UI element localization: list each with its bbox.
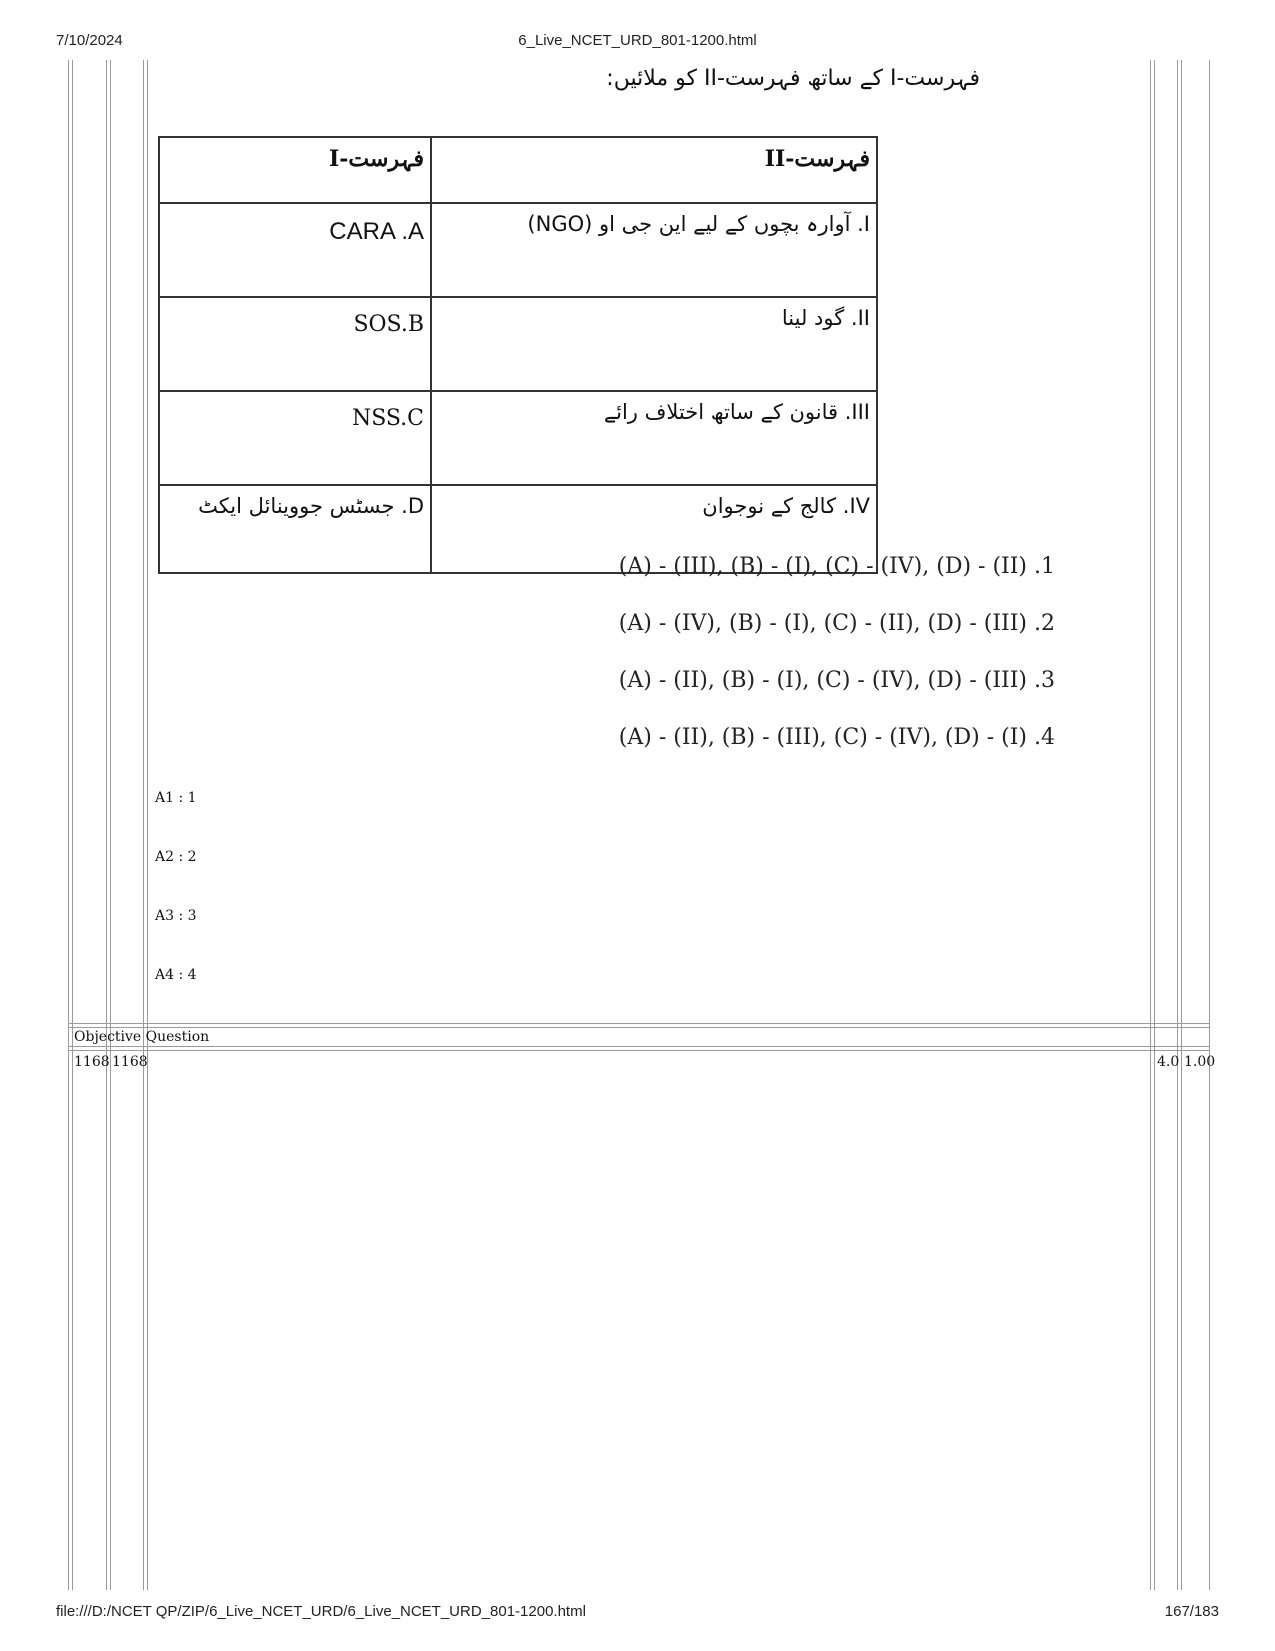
question-marks: 4.0 [1157, 1054, 1180, 1070]
table-row [159, 297, 877, 391]
table-row [159, 203, 877, 297]
list1-cell: SOS.B [159, 297, 431, 391]
print-date: 7/10/2024 [56, 32, 123, 49]
list1-cell: NSS.C [159, 391, 431, 485]
answer-2: A2 : 2 [155, 849, 197, 865]
question-type-label: Objective Question [74, 1029, 210, 1045]
list1-header: فہرست-I [159, 137, 431, 203]
page-number: 167/183 [1164, 1603, 1219, 1620]
question-id: 1168 [112, 1054, 148, 1070]
table-row [159, 391, 877, 485]
list2-cell: III. قانون کے ساتھ اختلاف رائے [431, 391, 877, 485]
option-3: (A) - (II), (B) - (I), (C) - (IV), (D) - (III) .3 [618, 668, 1055, 693]
question-serial: 1168 [74, 1054, 110, 1070]
list1-cell: CARA .A [159, 203, 431, 297]
file-path: file:///D:/NCET QP/ZIP/6_Live_NCET_URD/6_Live_NCET_URD_801-1200.html [56, 1603, 586, 1620]
answer-4: A4 : 4 [155, 967, 197, 983]
list1-cell: D. جسٹس جووینائل ایکٹ [159, 485, 431, 573]
match-table [158, 136, 878, 574]
options-list [619, 552, 1055, 780]
list2-header: فہرست-II [431, 137, 877, 203]
list2-cell: I. آوارہ بچوں کے لیے این جی او (NGO) [431, 203, 877, 297]
list2-cell: IV. کالج کے نوجوان [431, 485, 877, 573]
option-2: (A) - (IV), (B) - (I), (C) - (II), (D) - (III) .2 [618, 611, 1055, 636]
print-title: 6_Live_NCET_URD_801-1200.html [518, 32, 757, 49]
list2-cell: II. گود لینا [431, 297, 877, 391]
option-4: (A) - (II), (B) - (III), (C) - (IV), (D) - (I) .4 [618, 725, 1055, 750]
table-header-row [159, 137, 877, 203]
question-negative-marks: 1.00 [1184, 1054, 1216, 1070]
question-text: فہرست-I کے ساتھ فہرست-II کو ملائیں: [606, 66, 980, 91]
answer-3: A3 : 3 [155, 908, 197, 924]
option-1: (A) - (III), (B) - (I), (C) - (IV), (D) - (II) .1 [618, 554, 1055, 579]
answer-1: A1 : 1 [155, 790, 197, 806]
